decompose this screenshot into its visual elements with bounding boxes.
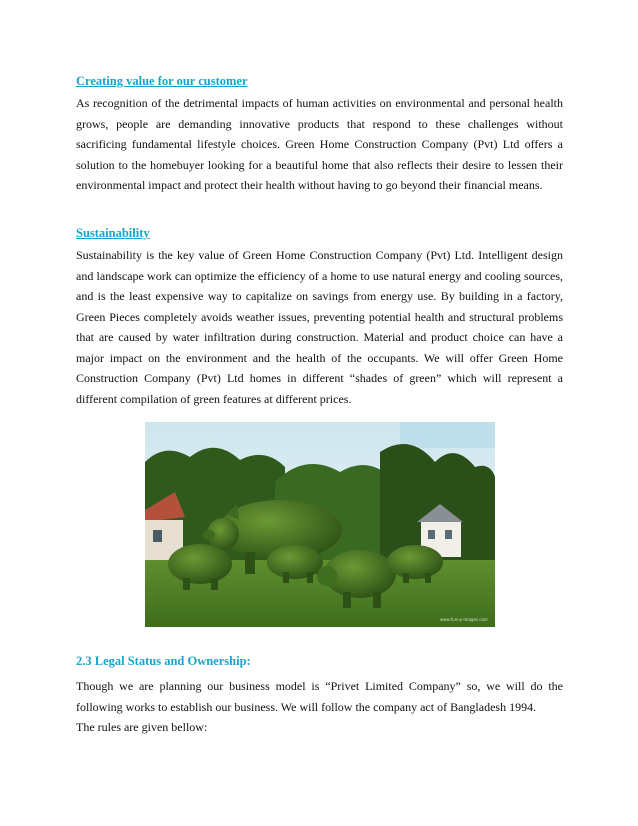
- section-heading-sustainability: Sustainability: [76, 226, 150, 240]
- rules-intro-line: The rules are given bellow:: [76, 720, 208, 734]
- image-credit: www.funny-images.com: [440, 617, 488, 622]
- topiary-pigs-image: [145, 422, 495, 627]
- section-heading-legal-status: 2.3 Legal Status and Ownership:: [76, 654, 251, 668]
- legal-status-paragraph: Though we are planning our business model is “Privet Limited Company” so, we will do the following works to establish our business. We will follow the company act of Bangladesh 1994.: [76, 679, 563, 714]
- customer-value-paragraph: As recognition of the detrimental impacts of human activities on environmental and personal health grows, people are demanding innovative products that respond to these challenges without sacrificing fundamental lifestyle choices. Green Home Construction Company (Pvt) Ltd offers a solution to the homebuyer looking for a beautiful home that also reflects their desire to lessen their environmental impact and protect their health without having to go beyond their financial means.: [76, 96, 563, 192]
- section-heading-customer-value: Creating value for our customer: [76, 74, 248, 88]
- sustainability-paragraph: Sustainability is the key value of Green Home Construction Company (Pvt) Ltd. Intelligent design and landscape work can optimize the efficiency of a home to use natural energy and cooling sources, and is the least expensive way to capitalize on savings from energy use. By building in a factory, Green Pieces completely avoids weather issues, preventing potential health and structural problems that are caused by water infiltration during construction. Material and product choice can have a major impact on the environment and the health of the occupants. We will offer Green Home Construction Company (Pvt) Ltd homes in different “shades of green” which will represent a different compilation of green features at different prices.: [76, 248, 563, 406]
